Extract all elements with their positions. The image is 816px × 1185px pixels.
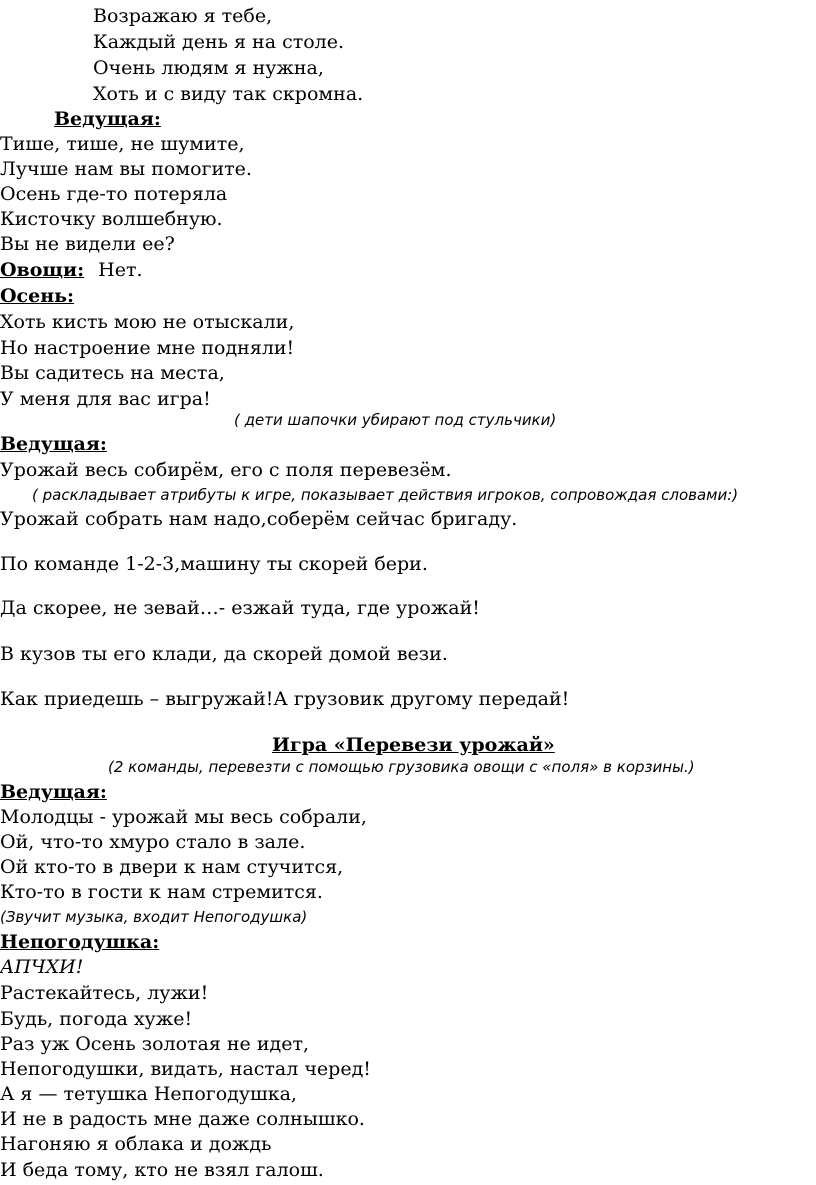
dialogue-line	[0, 258, 143, 282]
game-title: Игра «Перевези урожай»	[272, 734, 555, 756]
verse-line: Растекайтесь, лужи!	[0, 982, 209, 1004]
verse-line: Кто-то в гости к нам стремится.	[0, 881, 323, 903]
verse-line: Как приедешь – выгружай!А грузовик другому передай!	[0, 688, 570, 710]
stage-direction: ( раскладывает атрибуты к игре, показывает действия игроков, сопровождая словами:)	[32, 486, 739, 504]
speaker-heading: Ведущая:	[54, 108, 161, 130]
verse-line: В кузов ты его клади, да скорей домой вези.	[0, 643, 448, 665]
stage-direction: ( дети шапочки убирают под стульчики)	[234, 411, 557, 429]
verse-line: По команде 1-2-3,машину ты скорей бери.	[0, 553, 428, 575]
verse-line: Раз уж Осень золотая не идет,	[0, 1033, 310, 1055]
speaker-heading: Ведущая:	[0, 781, 107, 803]
verse-line: И не в радость мне даже солнышко.	[0, 1108, 365, 1130]
dialogue-text: Нет.	[92, 259, 143, 281]
verse-line: Но настроение мне подняли!	[0, 337, 295, 359]
stage-direction: (2 команды, перевезти с помощью грузовика овощи с «поля» в корзины.)	[108, 758, 695, 776]
verse-line: Урожай собрать нам надо,соберём сейчас бригаду.	[0, 508, 518, 530]
verse-line: Ой кто-то в двери к нам стучится,	[0, 856, 344, 878]
verse-line: АПЧХИ!	[0, 956, 84, 978]
verse-line: Очень людям я нужна,	[93, 57, 324, 79]
verse-line: И беда тому, кто не взял галош.	[0, 1159, 324, 1181]
speaker-heading: Ведущая:	[0, 433, 107, 455]
verse-line: Будь, погода хуже!	[0, 1008, 193, 1030]
verse-line: Ой, что-то хмуро стало в зале.	[0, 831, 306, 853]
verse-line: Хоть кисть мою не отыскали,	[0, 311, 295, 333]
verse-line: Да скорее, не зевай…- езжай туда, где урожай!	[0, 597, 480, 619]
verse-line: Вы садитесь на места,	[0, 362, 225, 384]
verse-line: Вы не видели ее?	[0, 233, 175, 255]
stage-direction: (Звучит музыка, входит Непогодушка)	[0, 908, 308, 926]
speaker-heading: Осень:	[0, 285, 75, 307]
verse-line: Молодцы - урожай мы весь собрали,	[0, 806, 367, 828]
speaker-heading: Овощи:	[0, 259, 85, 281]
speaker-heading: Непогодушка:	[0, 931, 160, 953]
verse-line: Нагоняю я облака и дождь	[0, 1133, 272, 1155]
verse-line: Урожай весь собирём, его с поля перевезём.	[0, 459, 452, 481]
verse-line: А я — тетушка Непогодушка,	[0, 1083, 297, 1105]
verse-line: Каждый день я на столе.	[93, 31, 345, 53]
verse-line: Лучше нам вы помогите.	[0, 158, 252, 180]
verse-line: Непогодушки, видать, настал черед!	[0, 1058, 371, 1080]
verse-line: Осень где-то потеряла	[0, 183, 228, 205]
verse-line: Кисточку волшебную.	[0, 208, 223, 230]
verse-line: У меня для вас игра!	[0, 388, 211, 410]
verse-line: Хоть и с виду так скромна.	[93, 83, 364, 105]
verse-line: Возражаю я тебе,	[93, 5, 273, 27]
verse-line: Тише, тише, не шумите,	[0, 133, 245, 155]
